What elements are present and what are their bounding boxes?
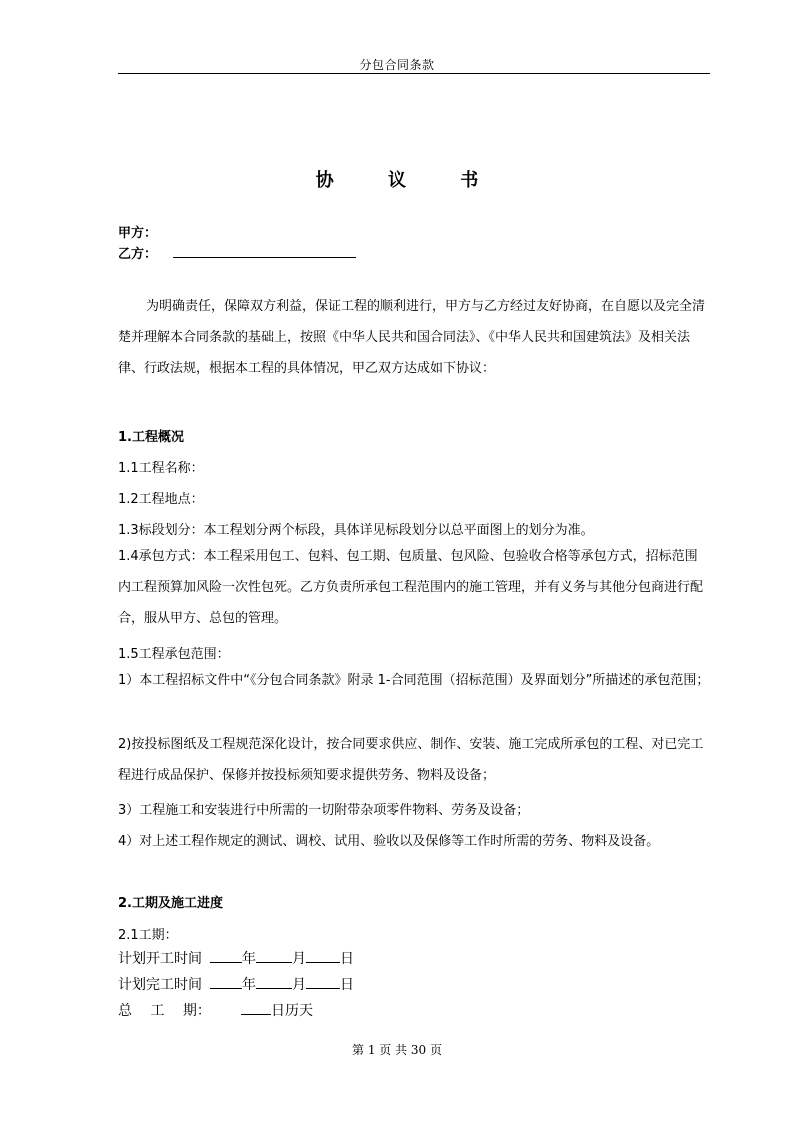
page-header-title: 分包合同条款 (359, 58, 435, 72)
header-divider (118, 73, 710, 74)
section-1-heading: 1.工程概况 (118, 430, 184, 445)
item-1-3: 1.3标段划分：本工程划分两个标段，具体详见标段划分以总平面图上的划分为准。 (118, 523, 594, 538)
planned-finish-row (118, 974, 354, 994)
scope-item-2: 2)按投标图纸及工程规范深化设计，按合同要求供应、制作、安装、施工完成所承包的工程、对已完工程进行成品保护、保修并按投标须知要求提供劳务、物料及设备； (118, 737, 704, 783)
finish-day-blank (306, 976, 340, 989)
party-b-blank (173, 245, 356, 258)
item-1-2: 1.2工程地点： (118, 492, 204, 507)
finish-month-unit: 月 (292, 977, 306, 993)
start-month-blank (256, 950, 292, 963)
item-1-1: 1.1工程名称： (118, 461, 204, 476)
scope-item-4: 4）对上述工程作规定的测试、调校、试用、验收以及保修等工作时所需的劳务、物料及设备。 (118, 834, 660, 849)
document-title: 协 议 书 (315, 170, 503, 191)
finish-year-unit: 年 (242, 977, 256, 993)
section-2-heading: 2.工期及施工进度 (118, 896, 223, 911)
total-duration-label: 总 工 期： (118, 1003, 211, 1019)
total-days-blank (241, 1002, 271, 1015)
total-duration-row (118, 1000, 313, 1020)
item-1-4: 1.4承包方式：本工程采用包工、包料、包工期、包质量、包风险、包验收合格等承包方式，招标范围内工程预算加风险一次性包死。乙方负责所承包工程范围内的施工管理，并有义务与其他分包商进行配合，服从甲方、总包的管理。 (118, 549, 704, 626)
party-a-label: 甲方： (118, 226, 158, 241)
party-b-label: 乙方： (118, 247, 158, 262)
start-month-unit: 月 (292, 951, 306, 967)
total-days-unit: 日历天 (271, 1003, 313, 1019)
finish-day-unit: 日 (340, 977, 354, 993)
page-footer: 第 1 页 共 30 页 (352, 1043, 442, 1057)
start-day-unit: 日 (340, 951, 354, 967)
item-2-1: 2.1工期： (118, 928, 178, 943)
start-year-unit: 年 (242, 951, 256, 967)
scope-item-3: 3）工程施工和安装进行中所需的一切附带杂项零件物料、劳务及设备； (118, 803, 530, 818)
start-day-blank (306, 950, 340, 963)
planned-finish-label: 计划完工时间 (118, 977, 202, 993)
planned-start-label: 计划开工时间 (118, 951, 202, 967)
item-1-5: 1.5工程承包范围： (118, 647, 230, 662)
start-year-blank (210, 950, 242, 963)
intro-paragraph: 为明确责任，保障双方利益，保证工程的顺利进行，甲方与乙方经过友好协商，在自愿以及完全清楚并理解本合同条款的基础上，按照《中华人民共和国合同法》、《中华人民共和国建筑法》及相关法律、行政法规，根据本工程的具体情况，甲乙双方达成如下协议： (118, 299, 706, 376)
party-b-row (118, 243, 356, 262)
planned-start-row (118, 948, 354, 968)
scope-item-1: 1）本工程招标文件中“《分包合同条款》附录 1-合同范围（招标范围）及界面划分”所描述的承包范围； (118, 673, 710, 688)
finish-year-blank (210, 976, 242, 989)
finish-month-blank (256, 976, 292, 989)
